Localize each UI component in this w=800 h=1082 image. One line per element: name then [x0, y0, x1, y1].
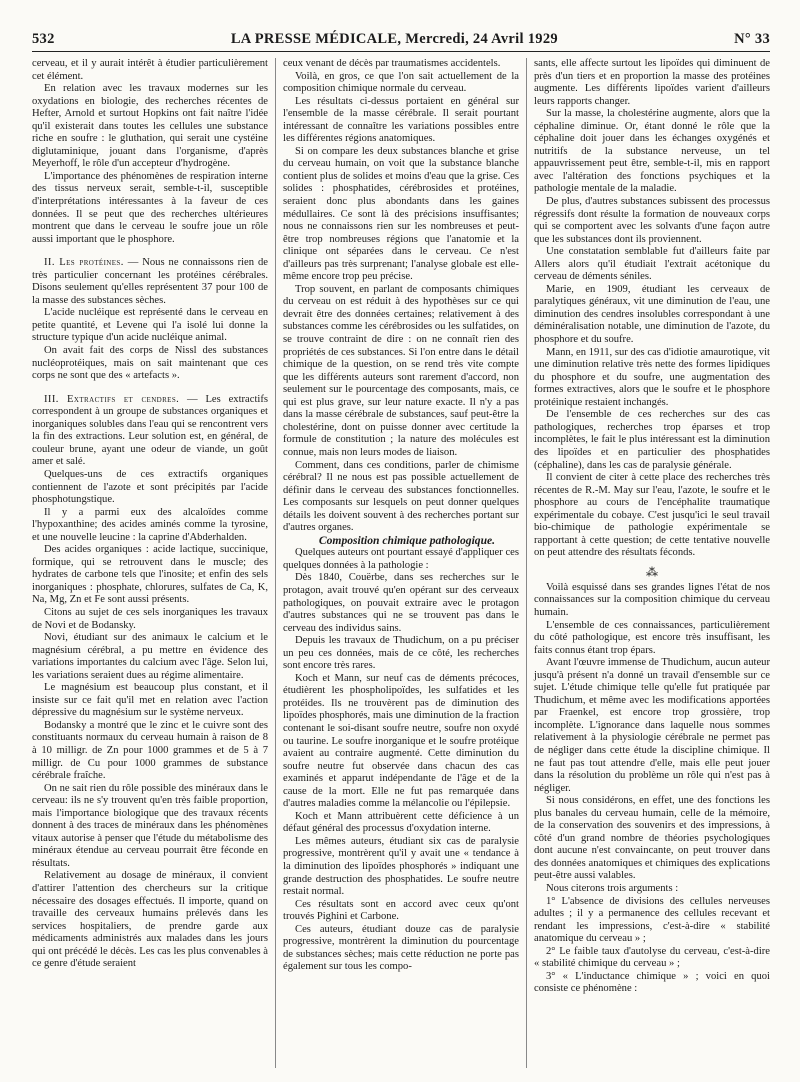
issue-number: N° 33: [734, 31, 770, 47]
paragraph-text: Quelques auteurs ont pourtant essayé d'appliquer ces quelques données à la pathologie :: [283, 547, 519, 571]
paragraph-text: sants, elle affecte surtout les lipoïdes qui diminuent de près d'un tiers et en proportion la masse des protéines augmente. Les différents lipoïdes varient d'ailleurs leurs rapports changer.: [534, 58, 770, 107]
paragraph-text: De l'ensemble de ces recherches sur des cas pathologiques, recherches trop éparses et trop incomplètes, le fait le plus intéressant est la diminution des lipoïdes et en particulier des phosphatides (céphaline), dans les cas de paralysie générale.: [534, 409, 770, 471]
paragraph: [534, 620, 770, 658]
paragraph-text: Ces auteurs, étudiant douze cas de paralysie progressive, montrèrent la diminution du pourcentage de substances sèches; mais cette réduction ne porte pas également sur tous les compo-: [283, 923, 519, 973]
paragraph: [32, 682, 268, 720]
paragraph-text: 1° L'absence de divisions des cellules nerveuses adultes ; il y a permanence des cellules recevant et rendant les impressions, c'est-à-dire « stabilité anatomique du cerveau » ;: [534, 895, 770, 945]
paragraph: [283, 71, 519, 96]
paragraph-text: Les mêmes auteurs, étudiant six cas de paralysie progressive, montrèrent qu'il y avait une « tendance à la diminution des lipoïdes phosphorés » indiquant une grande destruction des phosphatides. Le soufre neutre restait normal.: [283, 835, 519, 898]
paragraph-text: On ne sait rien du rôle possible des minéraux dans le cerveau: ils ne s'y trouvent qu'en très faible proportion, mais l'importance biologique que des travaux récents donnent à des traces de minéraux dans les phénomènes vitaux autorise à penser que l'étude du métabolisme des minéraux étendue au cerveau pourrait être féconde en résultats.: [32, 782, 268, 869]
issue-date: Mercredi, 24 Avril 1929: [405, 31, 558, 47]
paragraph-text: Trop souvent, en parlant de composants chimiques du cerveau on est réduit à des hypothèses sur ce qui devrait être des données certaines; relativement à des substances comme les cérébrosides ou les sulfatides, on se trouve contraint de dire : on ne connaît rien des propriétés de ces substances. Si l'on entre dans le détail chimique de la question, on se rend très vite compte que les différents auteurs sont rarement d'accord, non seulement sur le pourcentage des composants, mais, ce qui est plus grave, sur leur nature exacte. Il n'y a pas dans la masse cérébrale de substances, sauf peut-être la cholestérine, dont on puisse donner avec certitude la formule de constitution ; la nature des molécules est connue, mais non leurs modes de liaison.: [283, 283, 519, 458]
paragraph-text: Le magnésium est beaucoup plus constant, et il insiste sur ce fait qu'il met en relation avec l'action dépressive du magnésium sur le système nerveux.: [32, 682, 268, 719]
paragraph: [534, 472, 770, 560]
paragraph: [534, 795, 770, 883]
paragraph: [534, 971, 770, 996]
paragraph-text: Koch et Mann, sur neuf cas de déments précoces, étudièrent les phospholipoïdes, les sulfatides et les protéides. Ils ne trouvèrent pas de diminution des lipoïdes phosphorés, mais une diminution de la fraction contenant le soi-disant soufre neutre, soufre non oxydé ou taurine. Le soufre inorganique et le soufre protéique avaient au contraire augmenté. Cette diminution du soufre neutre fut observée dans chacun des cas examinés et apparut indépendante de l'âge et de la cause de la mort. Elle ne fut pas remarquée dans d'autres maladies comme la mélancolie ou l'épilepsie.: [283, 672, 519, 810]
section-heading: II. Les protéines.: [44, 257, 124, 269]
paragraph: [32, 83, 268, 171]
paragraph: [534, 883, 770, 896]
paragraph: [283, 811, 519, 836]
paragraph: [283, 96, 519, 146]
paragraph: [283, 899, 519, 924]
paragraph: [32, 720, 268, 783]
paragraph: [32, 58, 268, 83]
paragraph-text: — Nous ne connaissons rien de très particulier concernant les protéines cérébrales. Disons seulement qu'elles représentent 37 pour 100 de la masse des substances sèches.: [32, 257, 268, 306]
paragraph: [283, 572, 519, 635]
paragraph: [32, 394, 268, 469]
paragraph-text: ceux venant de décès par traumatismes accidentels.: [283, 58, 501, 69]
page-number: 532: [32, 31, 55, 47]
paragraph-text: 2° Le faible taux d'autolyse du cerveau, c'est-à-dire « stabilité chimique du cerveau » ;: [534, 945, 770, 970]
paragraph: [283, 673, 519, 811]
column-3-body-bottom: [534, 582, 770, 996]
paragraph: [534, 896, 770, 946]
paragraph-text: — Les extractifs correspondent à un groupe de substances organiques et inorganiques solubles dans l'eau qui se rencontrent vers la fin des extractions. Leur solution est, en général, de couleur brune, ayant une odeur de viande, un goût amer et salé.: [32, 393, 268, 468]
paragraph: [283, 284, 519, 460]
paragraph: [534, 108, 770, 196]
paragraph-text: Mann, en 1911, sur des cas d'idiotie amaurotique, vit une diminution relative très nette des formes lipidiques du phosphore et du soufre, une augmentation des formes extractives, alors que le soufre et le phosphore protéinique restaient inchangés.: [534, 346, 770, 408]
paragraph-text: Nous citerons trois arguments :: [546, 883, 679, 894]
paragraph: [534, 284, 770, 347]
column-1: [32, 58, 275, 1068]
paragraph: [32, 171, 268, 246]
column-1-body: [32, 58, 268, 971]
journal-name: LA PRESSE MÉDICALE,: [230, 31, 402, 47]
column-3: [526, 58, 770, 1068]
paragraph: [534, 409, 770, 472]
paragraph: [32, 544, 268, 607]
paragraph: [283, 836, 519, 899]
paragraph-text: L'ensemble de ces connaissances, particulièrement du côté pathologique, est encore très insuffisant, les faits connus étant trop épars.: [534, 619, 770, 656]
paragraph-text: Bodansky a montré que le zinc et le cuivre sont des constituants normaux du cerveau humain à raison de 8 à 10 milligr. de Zn pour 1000 grammes et de 5 à 7 milligr. de Cu pour 1000 grammes de substance cérébrale fraîche.: [32, 719, 268, 782]
column-2-body-top: [283, 58, 519, 535]
paragraph: [283, 924, 519, 974]
paragraph-text: Les résultats ci-dessus portaient en général sur l'ensemble de la masse cérébrale. Il serait pourtant intéressant de connaître les variations possibles entre les différentes régions anatomiques.: [283, 95, 519, 145]
section-separator: ⁂: [646, 564, 658, 579]
paragraph: [534, 347, 770, 410]
paragraph-text: Si on compare les deux substances blanche et grise du cerveau humain, on voit que la substance blanche contient plus de solides et moins d'eau que la grise. Ces solides : phosphatides, cérébrosides et protéines, seraient donc plus abondants dans les gaines médullaires. Ce sont là des précisions insuffisantes; nous ne connaissons rien sur les nombreuses et peut-être trop nombreuses régions que l'anatomie et la clinique ont séparées dans le cerveau. Ce n'est d'ailleurs pas très surprenant; l'analyse globale est elle-même encore trop peu précise.: [283, 145, 519, 283]
paragraph-text: Il convient de citer à cette place des recherches très récentes de R.-M. May sur l'eau, l'azote, le soufre et le phosphore au cours de l'encéphalite traumatique expérimentale du cobaye. C'est jusqu'ici le seul travail bio-chimique de pathologie expérimentale se rapportant à cette question; de cette tentative nouvelle on peut attendre des résultats féconds.: [534, 472, 770, 559]
paragraph-text: Voilà, en gros, ce que l'on sait actuellement de la composition chimique normale du cerveau.: [283, 70, 519, 95]
paragraph: [534, 582, 770, 620]
column-3-body-top: [534, 58, 770, 560]
paragraph: [283, 460, 519, 535]
paragraph-text: L'importance des phénomènes de respiration interne des tissus nerveux serait, semble-t-il, susceptible d'interprétations intéressantes à la faveur de ces données. Il se peut que des recherches ultérieures montrent que dans le cerveau le soufre joue un rôle aussi important que le phosphore.: [32, 170, 268, 245]
paragraph-text: Dès 1840, Couërbe, dans ses recherches sur le protagon, avait trouvé qu'en opérant sur des cerveaux pathologiques, on pouvait extraire avec le protagon d'autres substances qui ne se trouvent pas dans le cerveau des individus sains.: [283, 572, 519, 634]
paragraph-text: cerveau, et il y aurait intérêt à étudier particulièrement cet élément.: [32, 58, 268, 82]
paragraph: [283, 58, 519, 71]
section-title: Composition chimique pathologique.: [318, 533, 496, 547]
paragraph-text: Voilà esquissé dans ses grandes lignes l'état de nos connaissances sur la composition chimique du cerveau humain.: [534, 581, 770, 618]
paragraph: [283, 635, 519, 673]
paragraph: [32, 632, 268, 682]
paragraph-text: Des acides organiques : acide lactique, succinique, formique, qui se retrouvent dans le muscle; des hydrates de carbone tels que l'inosite; et enfin des sels inorganiques : phosphate, chlorures, sulfates de Ca, K, Na, Mg, Zn et Fe sont aussi présents.: [32, 544, 268, 606]
page-header: [32, 26, 770, 52]
paragraph-text: Koch et Mann attribuèrent cette déficience à un défaut général des processus d'oxydation interne.: [283, 810, 519, 835]
paragraph-text: Si nous considérons, en effet, une des fonctions les plus banales du cerveau humain, celle de la mémoire, de la conservation des souvenirs et des impressions, à côté d'un grand nombre de théories psychologiques dont aucune n'est convaincante, on peut trouver dans des données anatomiques et chimiques des explications peut-être aussi valables.: [534, 795, 770, 882]
paragraph-text: Citons au sujet de ces sels inorganiques les travaux de Novi et de Bodansky.: [32, 606, 268, 631]
journal-title: [231, 31, 558, 48]
paragraph: [283, 146, 519, 284]
paragraph-text: Une constatation semblable fut d'ailleurs faite par Allers alors qu'il étudiait l'extrait acétonique du cerveau de déments séniles.: [534, 246, 770, 283]
paragraph-text: Comment, dans ces conditions, parler de chimisme cérébral? Il ne nous est pas possible actuellement de définir dans le cerveau des substances fonctionnelles. Les composants sur lesquels on peut donner quelques détails les doivent souvent à des recherches portant sur d'autres organes.: [283, 459, 519, 534]
paragraph-text: Depuis les travaux de Thudichum, on a pu préciser un peu ces données, mais de ce côté, les recherches sont encore très rares.: [283, 635, 519, 672]
paragraph-text: Avant l'œuvre immense de Thudichum, aucun auteur jusqu'à présent n'a donné un travail d'ensemble sur ce sujet. L'étude chimique telle qu'elle fut pratiquée par Thudichum, et même avec les modifications apportées par Fraenkel, est encore trop grossière, trop incomplète. L'ignorance dans laquelle nous sommes relativement à la physiologie cérébrale ne permet pas de négliger dans cette étude la discipline chimique. Il ne faut pas tout attendre d'elle, mais elle peut jouer dans la résolution du problème un rôle qui n'est pas à négliger.: [534, 657, 770, 794]
paragraph: [283, 547, 519, 572]
paragraph: [32, 469, 268, 507]
column-2: [275, 58, 526, 1068]
paragraph-text: L'acide nucléique est représenté dans le cerveau en petite quantité, et Levene qui l'a isolé lui donne la structure typique d'un acide nucléique animal.: [32, 307, 268, 344]
paragraph-text: On avait fait des corps de Nissl des substances nucléoprotéiques, mais on sait maintenant que ces corps ne sont que des « artefacts ».: [32, 345, 268, 382]
section-heading: III. Extractifs et cendres.: [44, 393, 180, 405]
paragraph: [32, 607, 268, 632]
paragraph: [32, 257, 268, 307]
paragraph: [534, 58, 770, 108]
column-2-body-bottom: [283, 547, 519, 974]
article-columns: [32, 58, 770, 1068]
paragraph-text: Relativement au dosage de minéraux, il convient d'attirer l'attention des chercheurs sur la critique nécessaire des dosages effectués. Il importe, quand on travaille des cerveaux humains prélevés dans les services hospitaliers, de prendre garde aux médicaments administrés aux malades dans les jours qui ont précédé le décès. Les cas les plus convenables à ce genre d'étude seraient: [32, 870, 268, 970]
paragraph: [32, 507, 268, 545]
paragraph-text: 3° « L'inductance chimique » ; voici en quoi consiste ce phénomène :: [534, 970, 770, 995]
paragraph-text: Quelques-uns de ces extractifs organiques contiennent de l'azote et sont précipités par l'acide phosphotungstique.: [32, 468, 268, 506]
paragraph-text: De plus, d'autres substances subissent des processus régressifs dont résulte la formation de nouveaux corps qui se comportent avec les solvants d'une façon autre que les substances dont ils proviennent.: [534, 196, 770, 245]
paragraph: [534, 246, 770, 284]
paragraph: [32, 345, 268, 383]
paragraph: [534, 946, 770, 971]
paragraph-text: Ces résultats sont en accord avec ceux qu'ont trouvés Pighini et Carbone.: [283, 898, 519, 923]
paragraph-text: Marie, en 1909, étudiant les cerveaux de paralytiques généraux, vit une diminution de l'eau, une diminution des cendres insolubles correspondant à une déminéralisation notable, une diminution de l'azote, du phosphore et du soufre.: [534, 283, 770, 346]
paragraph-text: Il y a parmi eux des alcaloïdes comme l'hypoxanthine; des acides aminés comme la tyrosine, et une nouvelle leucine : la caprine d'Abderhalden.: [32, 506, 268, 543]
paragraph-text: En relation avec les travaux modernes sur les oxydations en biologie, des recherches récentes de Hefter, Arnold et surtout Hopkins ont fait naître l'idée qu'il existerait dans toutes les cellules une substance riche en soufre : le gluthation, qui serait une cystéine diglutaminique, jouant dans l'organisme, d'après Meyerhoff, le rôle d'un accepteur d'hydrogène.: [32, 83, 268, 170]
paragraph: [32, 307, 268, 345]
paragraph-text: Novi, étudiant sur des animaux le calcium et le magnésium cérébral, a pu mettre en évidence des variations importantes du calcium avec l'âge. Selon lui, les variations seraient dues au régime alimentaire.: [32, 632, 268, 681]
paragraph: [32, 870, 268, 970]
paragraph: [534, 196, 770, 246]
paragraph: [534, 657, 770, 795]
paragraph: [32, 783, 268, 871]
paragraph-text: Sur la masse, la cholestérine augmente, alors que la céphaline diminue. Or, étant donné le rôle que la céphaline doit jouer dans les échanges oxygénés et nutritifs de la substance nerveuse, un tel appauvrissement peut être, semble-t-il, mis en rapport avec l'altération des fonctions psychiques et la pathologie mentale de la maladie.: [534, 108, 770, 195]
